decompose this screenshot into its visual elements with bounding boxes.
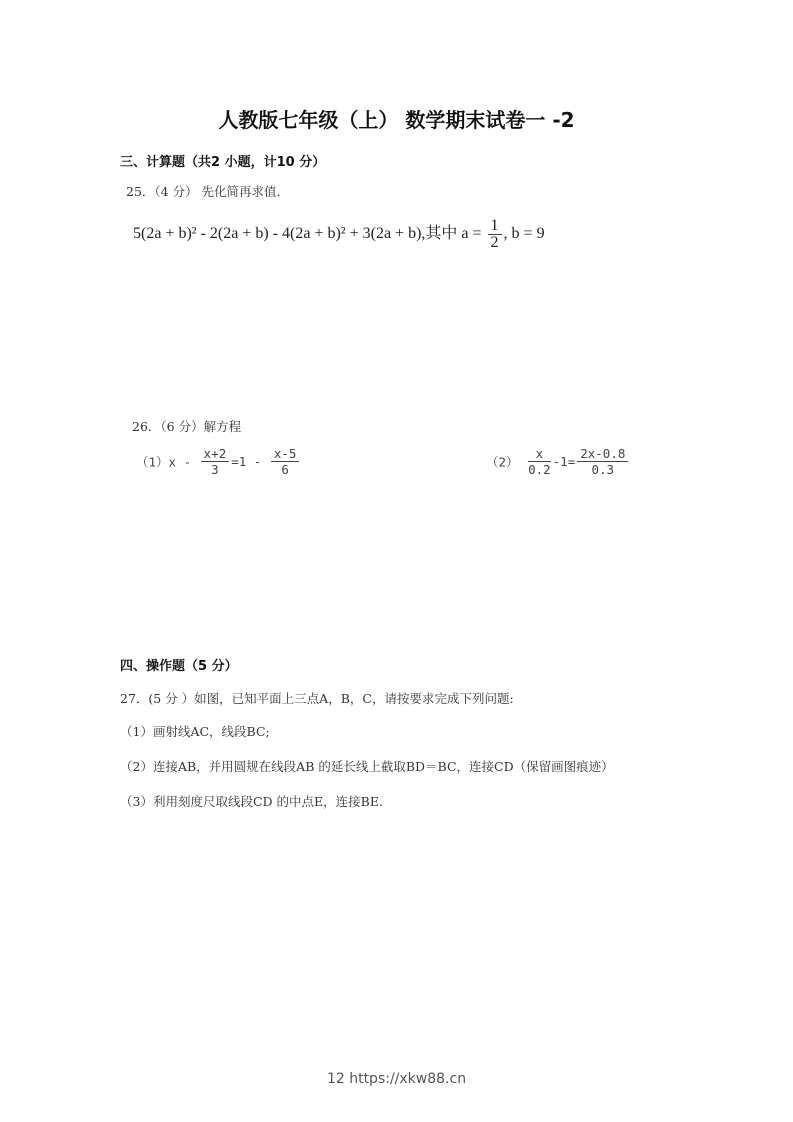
question-25-expression bbox=[133, 218, 545, 251]
question-25-label: 25．（4 分） 先化简再求值. bbox=[126, 184, 281, 199]
section-3-heading: 三、计算题（共2 小题，计10 分） bbox=[120, 155, 326, 170]
expression-text: 5(2a + b)² - 2(2a + b) - 4(2a + b)² + 3(2a + b) bbox=[133, 225, 422, 243]
question-26-label: 26．（6 分）解方程 bbox=[132, 419, 242, 434]
fraction-a: $\frac{1}{2}$ bbox=[488, 218, 502, 251]
question-27-item-3: （3）利用刻度尺取线段CD 的中点E，连接BE. bbox=[120, 794, 383, 809]
fraction-1: $\frac{x+2}{3}$ bbox=[201, 446, 230, 477]
question-27-item-2: （2）连接AB，并用圆规在线段AB 的延长线上截取BD＝BC，连接CD（保留画图痕迹） bbox=[120, 759, 614, 774]
equation-1: （1）x - $\frac{x+2}{3}$ =1 - $\frac{x-5}{6}$ bbox=[136, 446, 301, 477]
condition-prefix: ,其中 a = bbox=[421, 225, 486, 243]
question-27-item-1: （1）画射线AC，线段BC; bbox=[120, 724, 270, 739]
fraction-2: $\frac{x-5}{6}$ bbox=[271, 446, 300, 477]
fraction-2: $\frac{2x-0.8}{0.3}$ bbox=[577, 446, 628, 477]
question-27-label: 27．(5 分 ）如图，已知平面上三点A，B，C，请按要求完成下列问题: bbox=[120, 691, 514, 706]
condition-suffix: , b = 9 bbox=[503, 225, 545, 243]
equation-2: （2） $\frac{x}{0.2}$ -1= $\frac{2x-0.8}{0.3}$ bbox=[486, 446, 630, 477]
fraction-1: $\frac{x}{0.2}$ bbox=[528, 446, 551, 477]
page-title: 人教版七年级（上） 数学期末试卷一 -2 bbox=[218, 108, 575, 132]
section-4-heading: 四、操作题（5 分） bbox=[120, 659, 238, 674]
page-footer: 12 https://xkw88.cn bbox=[326, 1071, 467, 1087]
